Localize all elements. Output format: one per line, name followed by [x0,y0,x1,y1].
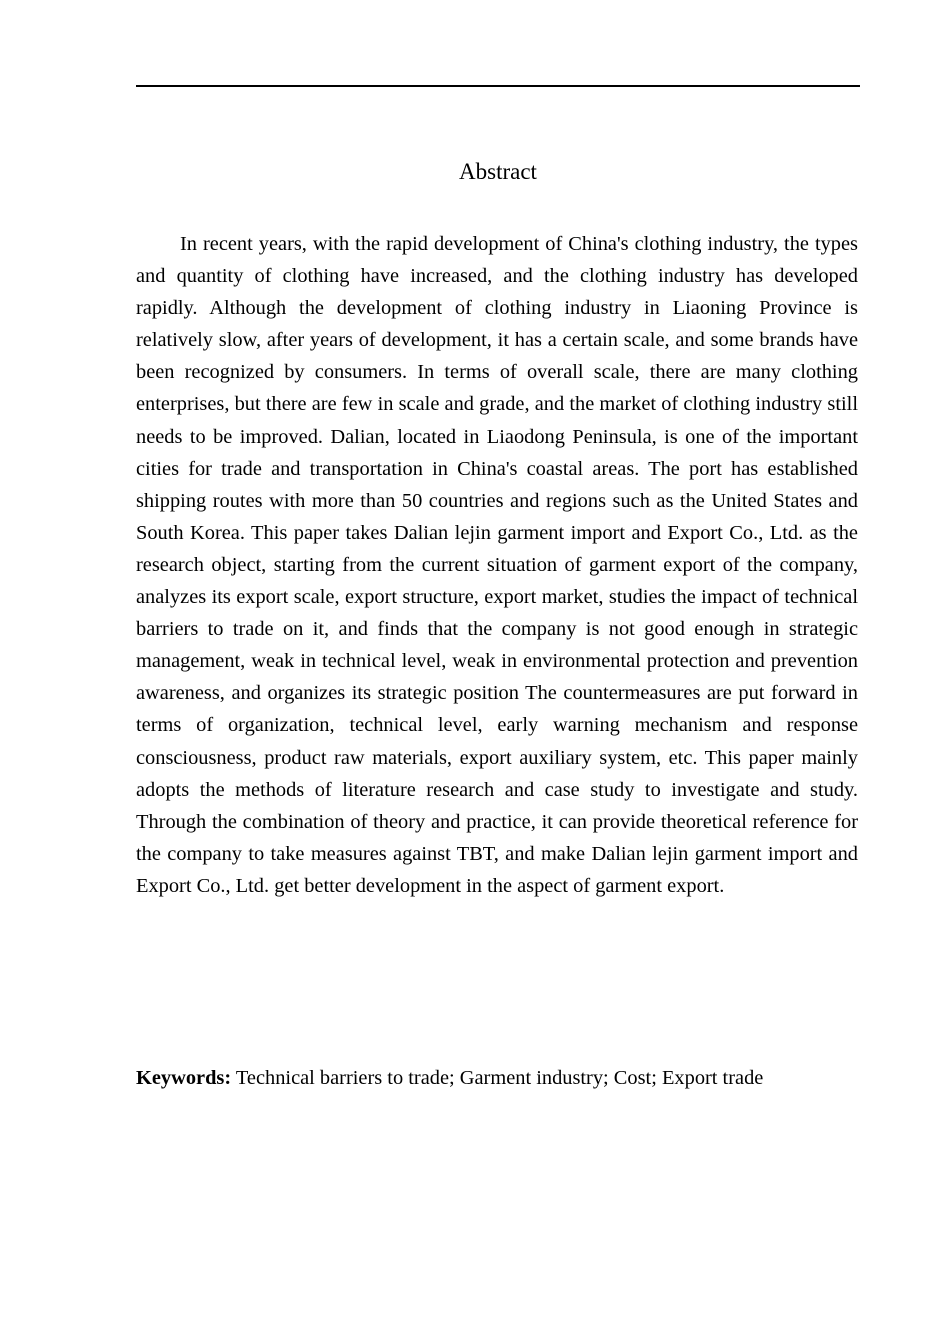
keywords-label: Keywords: [136,1067,232,1089]
keywords-line [136,1062,860,1094]
keywords-text: Technical barriers to trade; Garment industry; Cost; Export trade [231,1067,764,1089]
page-title: Abstract [459,159,537,184]
header-rule [136,85,860,87]
abstract-body: In recent years, with the rapid development of China's clothing industry, the types and quantity of clothing have increased, and the clothing industry has developed rapidly. Although the development of clothing industry in Liaoning Province is relatively slow, after years of development, it has a certain scale, and some brands have been recognized by consumers. In terms of overall scale, there are many clothing enterprises, but there are few in scale and grade, and the market of clothing industry still needs to be improved. Dalian, located in Liaodong Peninsula, is one of the important cities for trade and transportation in China's coastal areas. The port has established shipping routes with more than 50 countries and regions such as the United States and South Korea. This paper takes Dalian lejin garment import and Export Co., Ltd. as the research object, starting from the current situation of garment export of the company, analyzes its export scale, export structure, export market, studies the impact of technical barriers to trade on it, and finds that the company is not good enough in strategic management, weak in technical level, weak in environmental protection and prevention awareness, and organizes its strategic position The countermeasures are put forward in terms of organization, technical level, early warning mechanism and response consciousness, product raw materials, export auxiliary system, etc. This paper mainly adopts the methods of literature research and case study to investigate and study. Through the combination of theory and practice, it can provide theoretical reference for the company to take measures against TBT, and make Dalian lejin garment import and Export Co., Ltd. get better development in the aspect of garment export. [136,233,858,897]
